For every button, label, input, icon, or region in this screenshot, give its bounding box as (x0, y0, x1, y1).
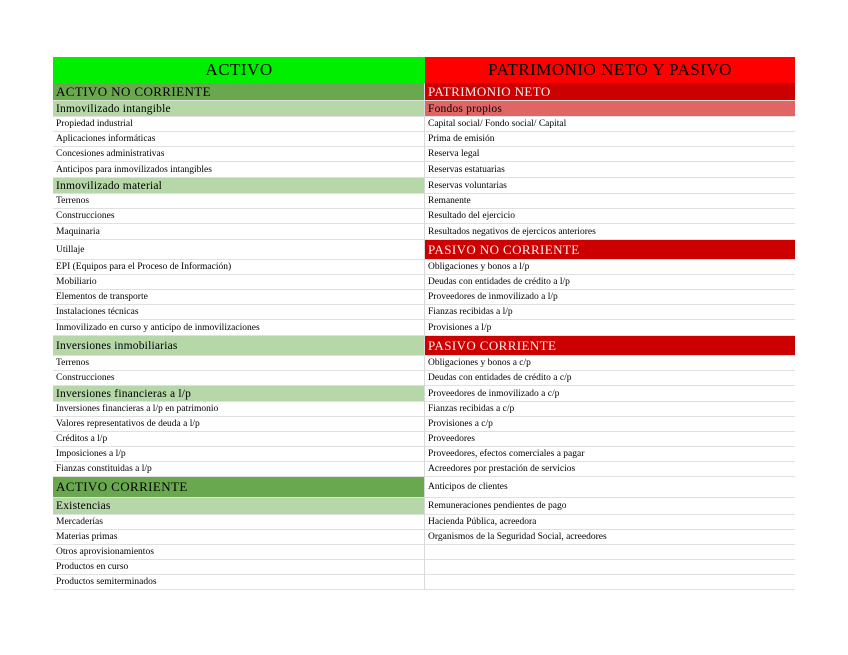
right-account-cell[interactable]: Reservas estatuarias (425, 162, 795, 178)
right-account-cell[interactable]: Proveedores (425, 432, 795, 447)
right-account-cell[interactable] (425, 560, 795, 575)
right-account-cell[interactable]: Deudas con entidades de crédito a l/p (425, 275, 795, 290)
left-account-cell[interactable]: Productos en curso (53, 560, 424, 575)
left-account-cell[interactable]: Productos semiterminados (53, 575, 424, 590)
right-account-cell[interactable]: Prima de emisión (425, 132, 795, 147)
left-account-cell[interactable]: Instalaciones técnicas (53, 305, 424, 320)
right-account-cell[interactable]: Proveedores de inmovilizado a l/p (425, 290, 795, 305)
right-account-cell[interactable]: Obligaciones y bonos a c/p (425, 356, 795, 371)
right-section-header[interactable]: PASIVO CORRIENTE (425, 336, 795, 356)
right-account-cell[interactable] (425, 575, 795, 590)
patrimonio-pasivo-column (425, 83, 795, 590)
left-account-cell[interactable]: Créditos a l/p (53, 432, 424, 447)
right-account-cell[interactable]: Reservas voluntarias (425, 178, 795, 194)
right-account-cell[interactable]: Anticipos de clientes (425, 477, 795, 498)
right-account-cell[interactable]: Deudas con entidades de crédito a c/p (425, 371, 795, 386)
left-account-cell[interactable]: EPI (Equipos para el Proceso de Información) (53, 260, 424, 275)
left-account-cell[interactable]: Valores representativos de deuda a l/p (53, 417, 424, 432)
left-subsection-header[interactable]: Existencias (53, 498, 424, 515)
right-account-cell[interactable]: Resultado del ejercicio (425, 209, 795, 224)
left-account-cell[interactable]: Utillaje (53, 240, 424, 260)
left-account-cell[interactable]: Inversiones financieras a l/p en patrimonio (53, 402, 424, 417)
left-account-cell[interactable]: Construcciones (53, 209, 424, 224)
right-account-cell[interactable]: Hacienda Pública, acreedora (425, 515, 795, 530)
right-account-cell[interactable]: Acreedores por prestación de servicios (425, 462, 795, 477)
left-account-cell[interactable]: Mercaderías (53, 515, 424, 530)
header-row (53, 57, 795, 83)
header-patrimonio-pasivo[interactable]: PATRIMONIO NETO Y PASIVO (425, 57, 795, 83)
left-account-cell[interactable]: Terrenos (53, 356, 424, 371)
right-account-cell[interactable]: Fianzas recibidas a l/p (425, 305, 795, 320)
right-account-cell[interactable]: Reserva legal (425, 147, 795, 162)
left-account-cell[interactable]: Otros aprovisionamientos (53, 545, 424, 560)
balance-sheet (53, 57, 795, 590)
left-account-cell[interactable]: Mobiliario (53, 275, 424, 290)
left-account-cell[interactable]: Aplicaciones informáticas (53, 132, 424, 147)
left-account-cell[interactable]: Construcciones (53, 371, 424, 386)
right-account-cell[interactable] (425, 545, 795, 560)
right-section-header[interactable]: PATRIMONIO NETO (425, 83, 795, 101)
left-account-cell[interactable]: Terrenos (53, 194, 424, 209)
right-account-cell[interactable]: Provisiones a l/p (425, 320, 795, 336)
left-section-header[interactable]: ACTIVO NO CORRIENTE (53, 83, 424, 101)
right-account-cell[interactable]: Provisiones a c/p (425, 417, 795, 432)
right-account-cell[interactable]: Obligaciones y bonos a l/p (425, 260, 795, 275)
activo-column (53, 83, 425, 590)
right-account-cell[interactable]: Capital social/ Fondo social/ Capital (425, 117, 795, 132)
left-account-cell[interactable]: Inmovilizado en curso y anticipo de inmovilizaciones (53, 320, 424, 336)
right-account-cell[interactable]: Organismos de la Seguridad Social, acreedores (425, 530, 795, 545)
left-subsection-header[interactable]: Inversiones financieras a l/p (53, 386, 424, 402)
right-account-cell[interactable]: Fianzas recibidas a c/p (425, 402, 795, 417)
left-subsection-header[interactable]: Inmovilizado intangible (53, 101, 424, 117)
right-account-cell[interactable]: Proveedores de inmovilizado a c/p (425, 386, 795, 402)
left-account-cell[interactable]: Anticipos para inmovilizados intangibles (53, 162, 424, 178)
right-account-cell[interactable]: Proveedores, efectos comerciales a pagar (425, 447, 795, 462)
right-account-cell[interactable]: Remuneraciones pendientes de pago (425, 498, 795, 515)
left-subsection-header[interactable]: Inversiones inmobiliarias (53, 336, 424, 356)
right-subsection-header[interactable]: Fondos propios (425, 101, 795, 117)
left-account-cell[interactable]: Propiedad industrial (53, 117, 424, 132)
left-account-cell[interactable]: Elementos de transporte (53, 290, 424, 305)
left-account-cell[interactable]: Imposiciones a l/p (53, 447, 424, 462)
left-account-cell[interactable]: Maquinaria (53, 224, 424, 240)
right-account-cell[interactable]: Resultados negativos de ejercicos anteriores (425, 224, 795, 240)
header-activo[interactable]: ACTIVO (53, 57, 425, 83)
left-account-cell[interactable]: Concesiones administrativas (53, 147, 424, 162)
left-account-cell[interactable]: Materias primas (53, 530, 424, 545)
left-subsection-header[interactable]: Inmovilizado material (53, 178, 424, 194)
right-section-header[interactable]: PASIVO NO CORRIENTE (425, 240, 795, 260)
right-account-cell[interactable]: Remanente (425, 194, 795, 209)
left-section-header[interactable]: ACTIVO CORRIENTE (53, 477, 424, 498)
left-account-cell[interactable]: Fianzas constituidas a l/p (53, 462, 424, 477)
